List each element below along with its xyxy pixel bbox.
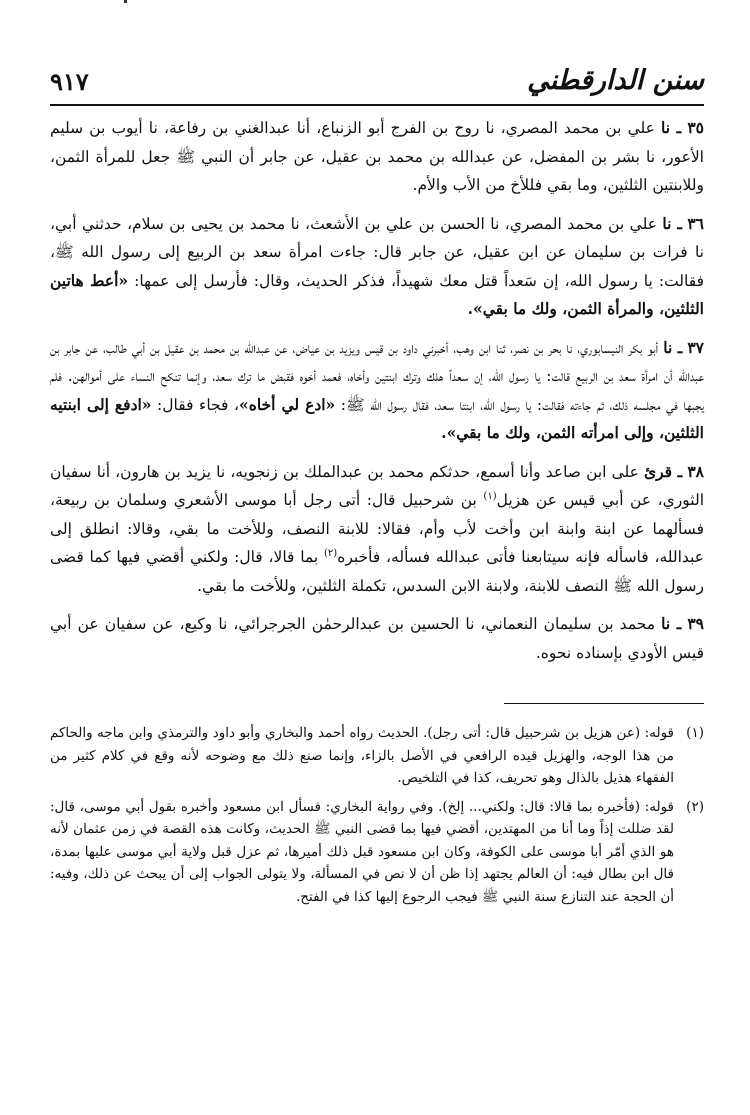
footnote-2	[50, 796, 704, 909]
footnotes-section	[50, 722, 704, 908]
hadith-body-mid: ، فجاء فقال:	[151, 395, 240, 414]
hadith-number: ٣٧	[687, 337, 704, 357]
hadith-number: ٣٨	[687, 461, 704, 481]
hadith-lead-word: قرئ	[644, 461, 673, 481]
hadith-bold-quote: «ادع لي أخاه»	[239, 394, 336, 414]
hadith-37	[50, 334, 704, 448]
hadith-body-end: بما قالا، قال: ولكني أقضي فيها كما قضى رسول الله ﷺ النصف للابنة، ولابنة الابن السدس، تكملة الثلثين، وللأخت ما بقي.	[50, 548, 704, 595]
hadith-lead-word: نا	[662, 213, 672, 233]
hadith-36	[50, 210, 704, 324]
footnote-text: قوله: (عن هزيل بن شرحبيل قال: أتى رجل). الحديث رواه أحمد والبخاري وأبو داود والترمذي وابن ماجه والحاكم من هذا الوجه، والهزيل قيده الرافعي في الأصل بالزاء، وإنما صنع ذلك مع وضوحه لأنه وقع في كلام كثير من الفقهاء هذيل بالذال وهو تحريف، كذا في التلخيص.	[50, 725, 674, 786]
hadith-number: ٣٦	[687, 213, 704, 233]
hadith-body: علي بن محمد المصري، نا روح بن الفرج أبو الزنباع، أنا عبدالغني بن رفاعة، نا أيوب بن سليم الأعور، نا بشر بن المفضل، عن عبدالله بن محمد بن عقيل، عن جابر أن النبي ﷺ جعل للمرأة الثمن، وللابنتين الثلثين، وما بقي فللأخ من الأب والأم.	[50, 119, 704, 194]
hadith-body: أبو بكر النيسابوري، نا بحر بن نصر، ثنا ابن وهب، أخبرني داود بن قيس ويزيد بن عياض، عن عبدالله بن محمد بن عقيل بن أبي طالب، عن جابر بن عبدالله أن امرأة سعد بن الربيع قالت: يا رسول الله، إن سعداً هلك وترك ابنتين وأخاه، فعمد أخوه فقبض ما ترك سعد، وإنما تنكح النساء على أموالهن. فلم يجبها في مجلسه ذلك، ثم جاءته فقالت: يا رسول الله، ابنتا سعد، فقال رسول الله ﷺ:	[50, 338, 705, 414]
book-title: سنن الدارقطني	[527, 65, 704, 96]
hadith-text: ٣٩ ـ نا محمد بن سليمان النعماني، نا الحسين بن عبدالرحمٰن الجرجرائي، نا وكيع، عن سفيان عن أبي قيس الأودي بإسناده نحوه.	[50, 614, 704, 662]
hadith-number: ٣٩	[687, 614, 704, 633]
hadith-lead-word: نا	[661, 118, 671, 137]
document-page	[50, 62, 704, 1095]
footnote-1	[50, 722, 704, 790]
hadith-text: ٣٥ ـ نا علي بن محمد المصري، نا روح بن الفرج أبو الزنباع، أنا عبدالغني بن رفاعة، نا أيوب بن سليم الأعور، نا بشر بن المفضل، عن عبدالله بن محمد بن عقيل، عن جابر أن النبي ﷺ جعل للمرأة الثمن، وللابنتين الثلثين، وما بقي فللأخ من الأب والأم.	[50, 118, 705, 194]
footnote-number: (٢)	[686, 798, 704, 815]
hadith-lead-word: نا	[663, 337, 673, 357]
hadith-body: على ابن صاعد وأنا أسمع، حدثكم محمد بن عبدالملك بن زنجويه، نا يزيد بن هارون، أنا سفيان الثوري، عن أبي قيس عن هزيل	[50, 462, 705, 509]
footnote-ref-2[interactable]: (٢)	[324, 547, 338, 559]
hadith-lead-word: نا	[661, 614, 671, 633]
hadith-bold-quote: «أعط هاتين الثلثين، والمرأة الثمن، ولك ما بقي».	[50, 270, 704, 318]
footnote-ref-1[interactable]: (١)	[483, 490, 497, 502]
hadith-39	[50, 610, 704, 667]
hadith-body: محمد بن سليمان النعماني، نا الحسين بن عبدالرحمٰن الجرجرائي، نا وكيع، عن سفيان عن أبي قيس الأودي بإسناده نحوه.	[50, 615, 704, 662]
hadith-38	[50, 458, 704, 601]
footnote-number: (١)	[686, 725, 704, 741]
footnote-text: قوله: (فأخبره بما قالا: قال: ولكني... إلخ). وفي رواية البخاري: فسأل ابن مسعود وأخبره بقول أبي موسى، قال: لقد ضللت إذاً وما أنا من المهتدين، أقضي فيها بما قضى النبي ﷺ الحديث، وكانت هذه القصة في زمن عثمان لأنه هو الذي أمّر أبا موسى على الكوفة، وكان ابن مسعود قبل ذلك أميرها، ثم عزل قبل ولاية أبي موسى عليها بمدة، قال ابن بطال فيه: أن العالم يجتهد إذا ظن أن لا نص في المسألة، ولا يتولى الجواب إلى أن يبحث عن ذلك، وفيه: أن الحجة عند التنازع سنة النبي ﷺ فيجب الرجوع إليها كذا في الفتح.	[50, 798, 674, 905]
hadith-text: ٣٧ ـ نا أبو بكر النيسابوري، نا بحر بن نصر، ثنا ابن وهب، أخبرني داود بن قيس ويزيد بن عياض، عن عبدالله بن محمد بن عقيل بن أبي طالب، عن جابر بن عبدالله أن امرأة سعد بن الربيع قالت: يا رسول الله، إن سعداً هلك وترك ابنتين وأخاه، فعمد أخوه فقبض ما ترك سعد، وإنما تنكح النساء على أموالهن. فلم يجبها في مجلسه ذلك، ثم جاءته فقالت: يا رسول الله، ابنتا سعد، فقال رسول الله ﷺ: «ادع لي أخاه»، فجاء فقال: «ادفع إلى ابنتيه الثلثين، وإلى امرأته الثمن، ولك ما بقي».	[50, 337, 705, 442]
hadith-35	[50, 114, 704, 200]
hadith-number: ٣٥	[687, 118, 705, 137]
scan-dot-mark	[124, 0, 127, 3]
hadith-body-mid: بن شرحبيل قال: أتى رجل أبا موسى الأشعري وسلمان بن ربيعة، فسألهما عن ابنة وابنة ابن وأخت لأب وأم، فقالا: للابنة النصف، وللأخت ما بقي، وقالا: انطلق إلى عبدالله، فاسأله فإنه سيتابعنا فأتى عبدالله فسأله، فأخبره	[50, 491, 704, 566]
page-number: ٩١٧	[50, 67, 89, 96]
hadith-text: ٣٦ ـ نا علي بن محمد المصري، نا الحسن بن علي بن الأشعث، نا محمد بن يحيى بن سلام، حدثني أبي، نا فرات بن سليمان عن ابن عقيل، عن جابر قال: جاءت امرأة سعد بن الربيع إلى رسول الله ﷺ، فقالت: يا رسول الله، إن سَعداً قتل معك شهيداً، فذكر الحديث، وقال: فأرسل إلى عمها: «أعط هاتين الثلثين، والمرأة الثمن، ولك ما بقي».	[50, 213, 704, 318]
hadith-text: ٣٨ ـ قرئ على ابن صاعد وأنا أسمع، حدثكم محمد بن عبدالملك بن زنجويه، نا يزيد بن هارون، أنا سفيان الثوري، عن أبي قيس عن هزيل$^{(١)}$ بن شرحبيل قال: أتى رجل أبا موسى الأشعري وسلمان بن ربيعة، فسألهما عن ابنة وابنة ابن وأخت لأب وأم، فقالا: للابنة النصف، وللأخت ما بقي، وقالا: انطلق إلى عبدالله، فاسأله فإنه سيتابعنا فأتى عبدالله فسأله، فأخبره$^{(٢)}$ بما قالا، قال: ولكني أقضي فيها كما قضى رسول الله ﷺ النصف للابنة، ولابنة الابن السدس، تكملة الثلثين، وللأخت ما بقي.	[50, 461, 705, 595]
page-header	[50, 62, 704, 106]
hadith-bold-quote-2: «ادفع إلى ابنتيه الثلثين، وإلى امرأته الثمن، ولك ما بقي».	[50, 394, 704, 442]
hadith-body: علي بن محمد المصري، نا الحسن بن علي بن الأشعث، نا محمد بن يحيى بن سلام، حدثني أبي، نا فرات بن سليمان عن ابن عقيل، عن جابر قال: جاءت امرأة سعد بن الربيع إلى رسول الله ﷺ، فقالت: يا رسول الله، إن سَعداً قتل معك شهيداً، فذكر الحديث، وقال: فأرسل إلى عمها:	[50, 214, 704, 290]
footnote-divider	[504, 703, 704, 704]
